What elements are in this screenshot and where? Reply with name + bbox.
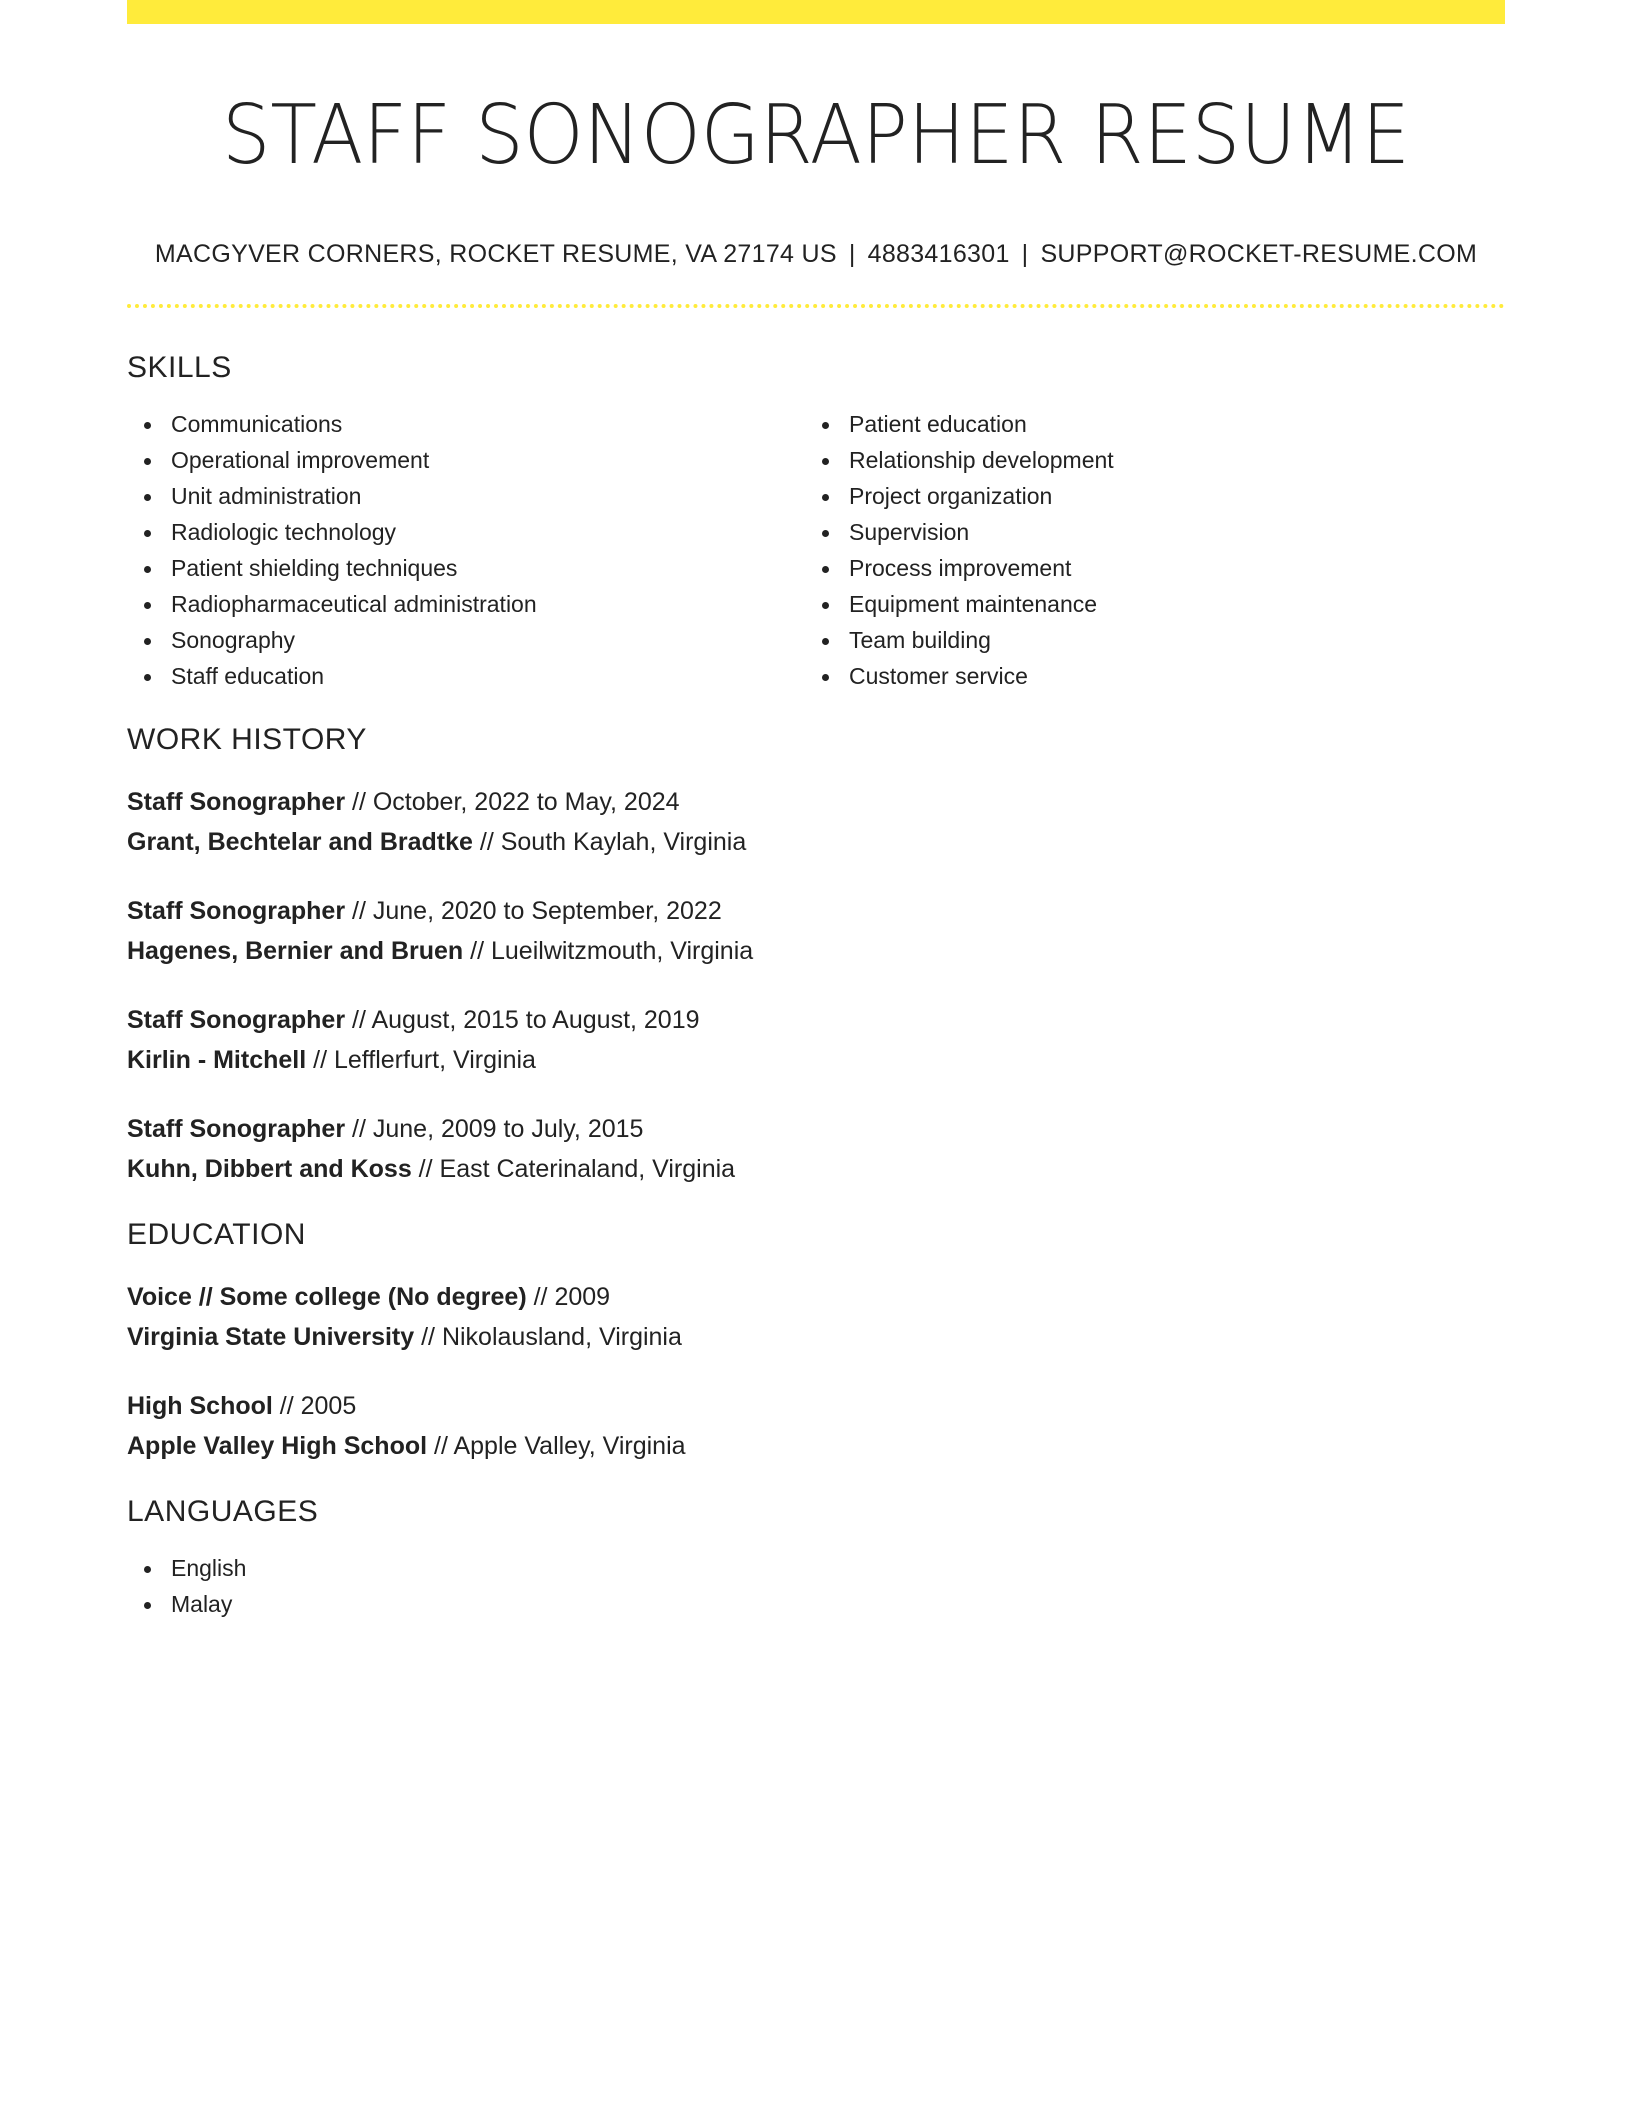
language-item: English (127, 1550, 1505, 1586)
language-item: Malay (127, 1586, 1505, 1622)
contact-separator: | (848, 240, 856, 268)
job-dates: // June, 2020 to September, 2022 (345, 897, 722, 925)
contact-separator: | (1021, 240, 1029, 268)
education-degree: Voice // Some college (No degree) (127, 1283, 527, 1311)
contact-phone: 4883416301 (867, 240, 1010, 268)
education-degree: High School (127, 1392, 273, 1420)
skill-item: Radiopharmaceutical administration (127, 586, 805, 622)
education-entry (127, 1386, 1505, 1466)
job-entry (127, 891, 1505, 971)
education-entry (127, 1277, 1505, 1357)
skill-item: Project organization (805, 478, 1483, 514)
education-list (127, 1277, 1505, 1466)
dotted-divider (127, 304, 1505, 308)
education-year: // 2005 (272, 1392, 357, 1420)
job-entry (127, 782, 1505, 862)
job-location: // Lefflerfurt, Virginia (306, 1046, 536, 1074)
work-history-heading: WORK HISTORY (127, 723, 367, 756)
job-location: // Lueilwitzmouth, Virginia (463, 937, 754, 965)
job-company: Grant, Bechtelar and Bradtke (127, 828, 473, 856)
skill-item: Supervision (805, 514, 1483, 550)
skill-item: Customer service (805, 658, 1483, 694)
job-role: Staff Sonographer (127, 1006, 346, 1034)
job-company: Kuhn, Dibbert and Koss (127, 1155, 412, 1183)
education-school: Apple Valley High School (127, 1432, 428, 1460)
skill-item: Patient education (805, 406, 1483, 442)
education-location: // Apple Valley, Virginia (427, 1432, 686, 1460)
job-entry (127, 1109, 1505, 1189)
job-location: // South Kaylah, Virginia (472, 828, 747, 856)
skill-item: Patient shielding techniques (127, 550, 805, 586)
job-role: Staff Sonographer (127, 1115, 346, 1143)
job-entry (127, 1000, 1505, 1080)
job-company: Kirlin - Mitchell (127, 1046, 307, 1074)
education-heading: EDUCATION (127, 1218, 306, 1251)
contact-line (127, 238, 1505, 270)
languages-list (127, 1550, 1505, 1622)
skills-columns (127, 406, 1505, 694)
job-role: Staff Sonographer (127, 897, 346, 925)
resume-title: STAFF SONOGRAPHER RESUME (222, 88, 1410, 183)
contact-address: MACGYVER CORNERS, ROCKET RESUME, VA 27174 US (154, 240, 837, 268)
education-school: Virginia State University (127, 1323, 415, 1351)
skill-item: Equipment maintenance (805, 586, 1483, 622)
skill-item: Communications (127, 406, 805, 442)
skill-item: Operational improvement (127, 442, 805, 478)
top-accent-bar (127, 0, 1505, 24)
skills-list-left (127, 406, 805, 694)
skills-heading: SKILLS (127, 351, 232, 384)
job-dates: // August, 2015 to August, 2019 (345, 1006, 700, 1034)
skill-item: Staff education (127, 658, 805, 694)
education-year: // 2009 (526, 1283, 611, 1311)
job-role: Staff Sonographer (127, 788, 346, 816)
job-location: // East Caterinaland, Virginia (411, 1155, 736, 1183)
contact-email: SUPPORT@ROCKET-RESUME.COM (1040, 240, 1478, 268)
skill-item: Team building (805, 622, 1483, 658)
job-company: Hagenes, Bernier and Bruen (127, 937, 464, 965)
skill-item: Unit administration (127, 478, 805, 514)
skill-item: Radiologic technology (127, 514, 805, 550)
skill-item: Relationship development (805, 442, 1483, 478)
resume-page (127, 0, 1505, 1622)
languages-heading: LANGUAGES (127, 1495, 319, 1528)
education-location: // Nikolausland, Virginia (414, 1323, 682, 1351)
job-dates: // October, 2022 to May, 2024 (345, 788, 680, 816)
skills-list-right (805, 406, 1483, 694)
skill-item: Process improvement (805, 550, 1483, 586)
work-history-list (127, 782, 1505, 1189)
skill-item: Sonography (127, 622, 805, 658)
job-dates: // June, 2009 to July, 2015 (345, 1115, 644, 1143)
